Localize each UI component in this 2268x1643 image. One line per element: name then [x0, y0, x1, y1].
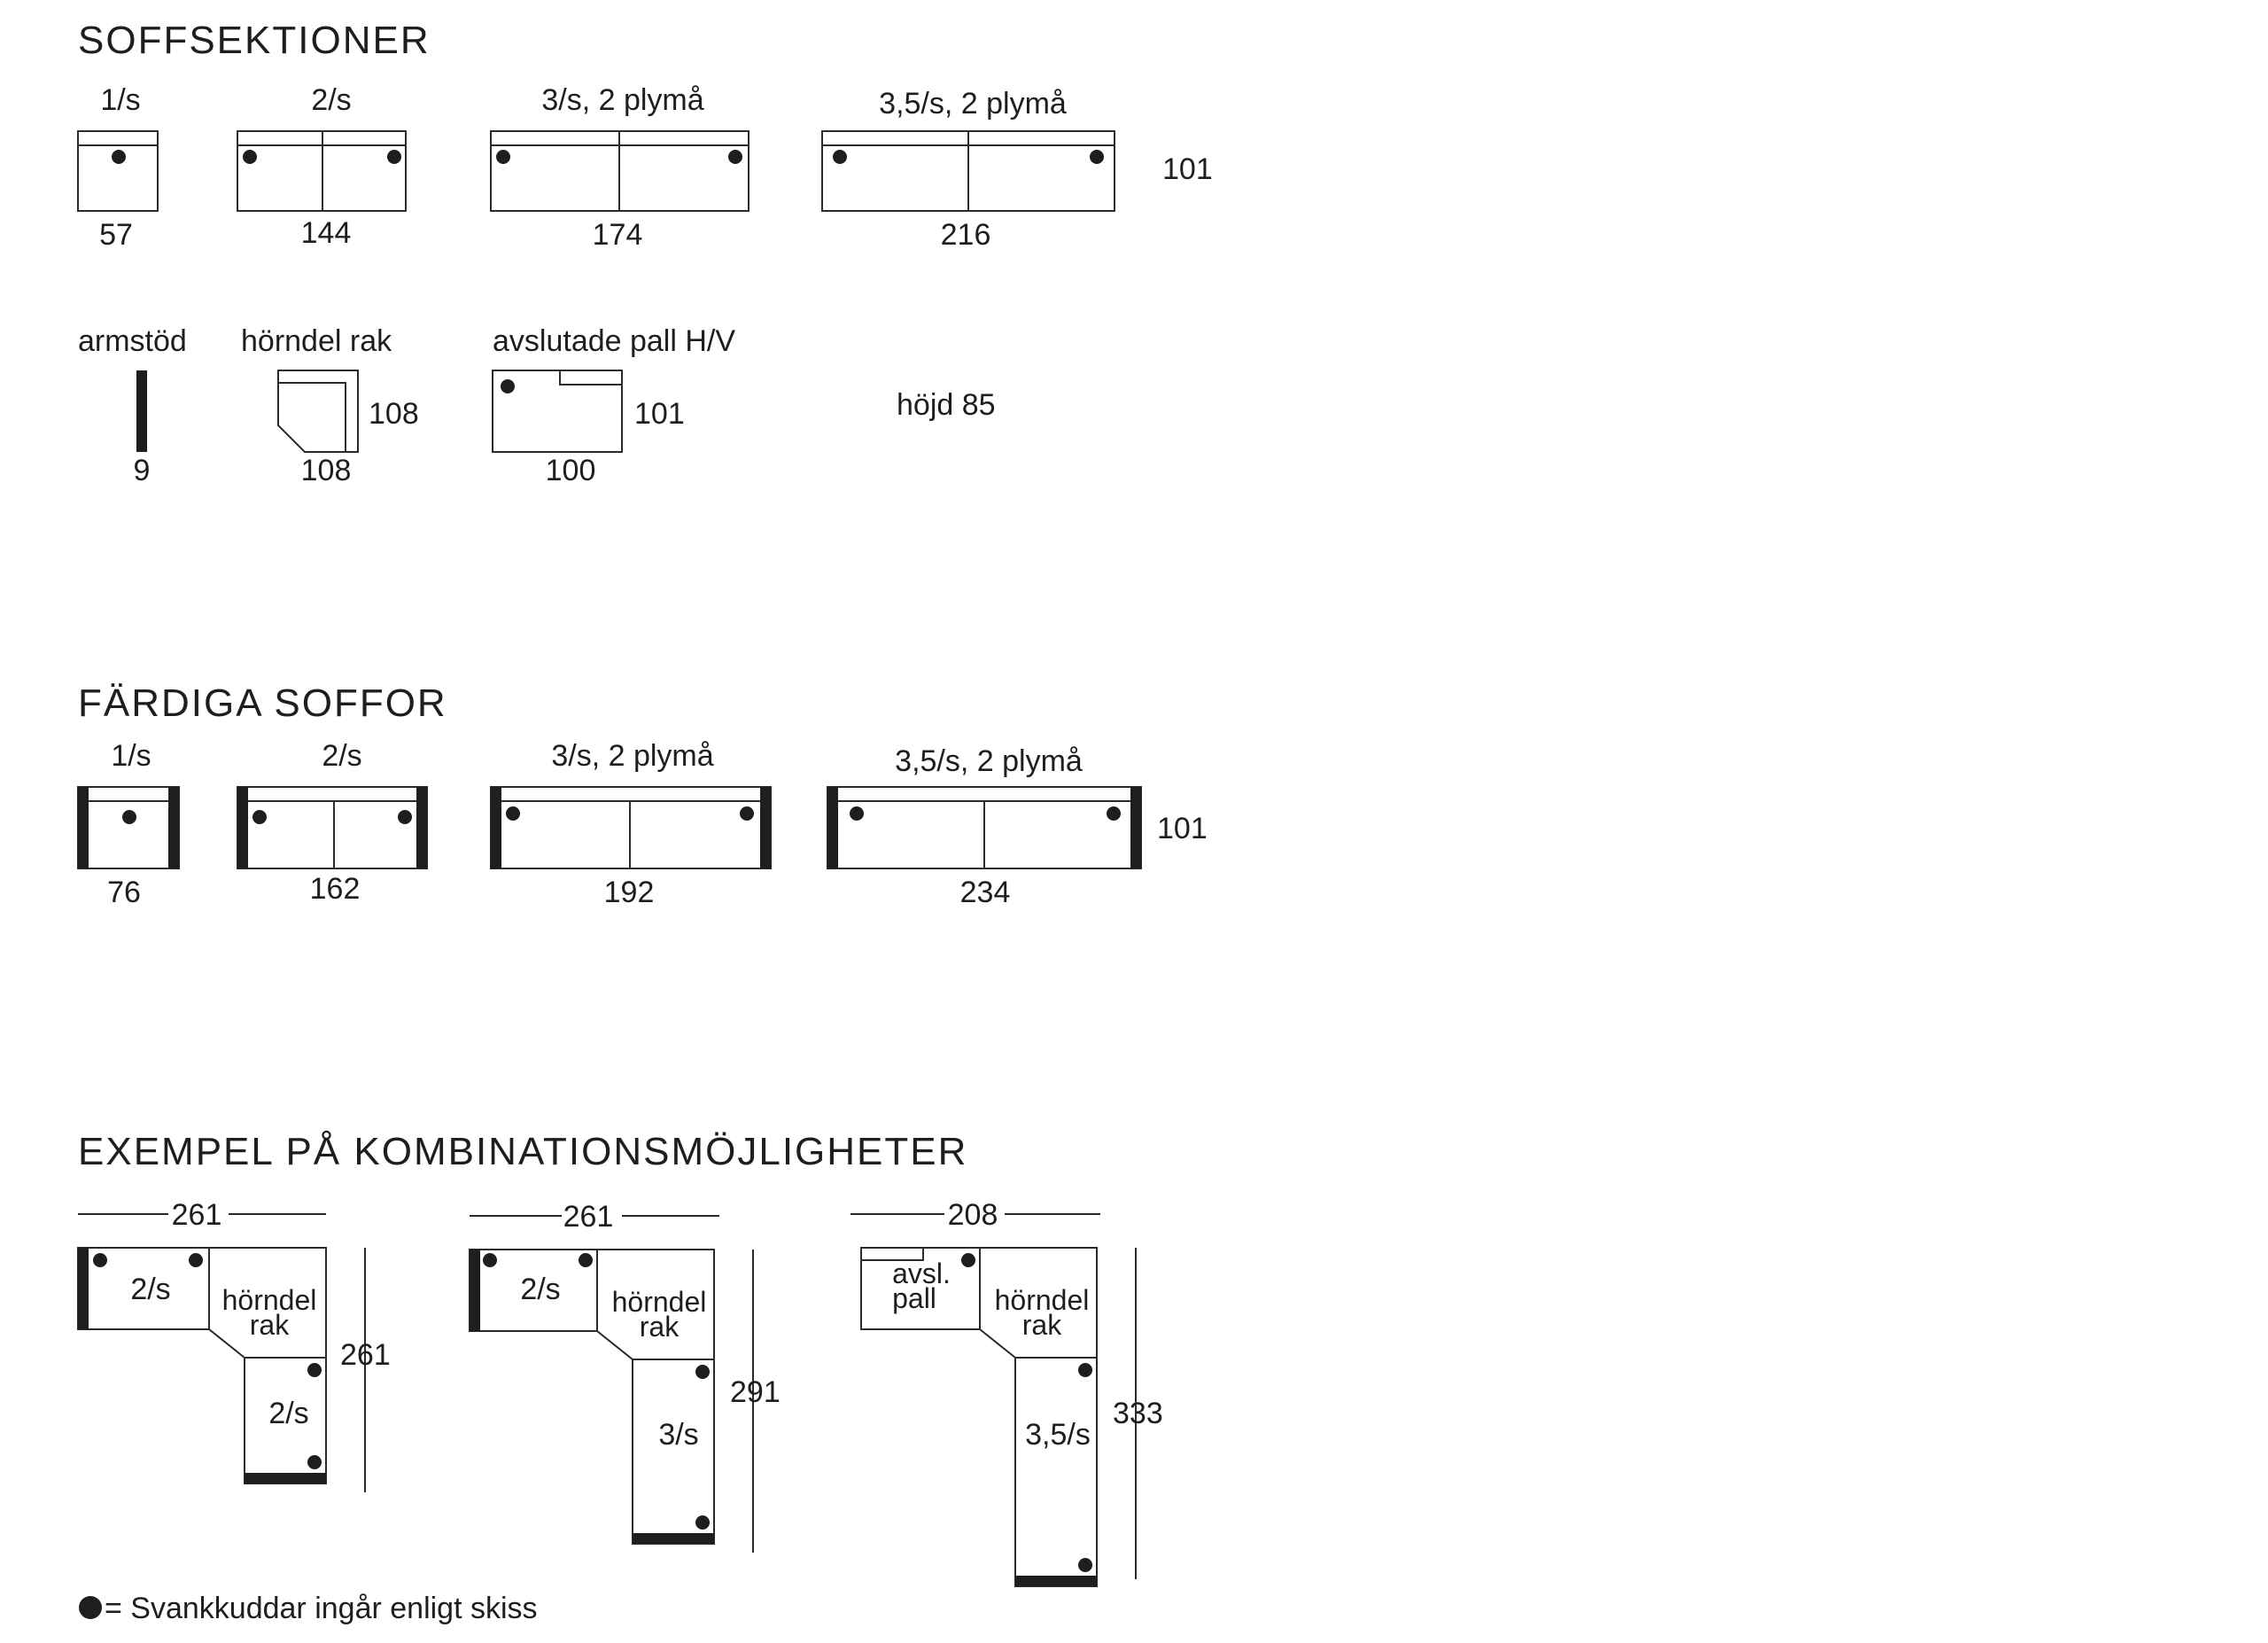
module-3s [491, 83, 749, 252]
example-3-corner-l2: rak [1021, 1309, 1062, 1341]
sofa-35s-label: 3,5/s, 2 plymå [895, 744, 1083, 778]
armrest-bottom [245, 1473, 326, 1483]
soffsektioner-depth: 101 [1162, 152, 1213, 186]
module-2s [237, 83, 406, 250]
example-1-top-label: 2/s [130, 1273, 171, 1306]
module-2s-width: 144 [300, 216, 352, 250]
sofa-35s [827, 744, 1141, 909]
lumbar-cushion-dot [506, 806, 520, 821]
lumbar-cushion-dot [1090, 150, 1104, 164]
example-2-corner-l1: hörndel [611, 1286, 707, 1318]
armrest-left [78, 787, 89, 868]
example-1-height: 261 [340, 1338, 391, 1372]
pall-width: 100 [545, 454, 596, 487]
lumbar-cushion-dot [93, 1253, 107, 1267]
example-2-corner-l2: rak [639, 1311, 680, 1343]
armrest-right [1130, 787, 1141, 868]
example-3-side-module [1015, 1358, 1097, 1586]
lumbar-cushion-legend-dot [79, 1596, 102, 1619]
module-35s [822, 87, 1115, 252]
module-35s-width: 216 [940, 218, 991, 252]
armrest-right [760, 787, 771, 868]
lumbar-cushion-dot [496, 150, 510, 164]
example-3-height: 333 [1113, 1397, 1163, 1430]
combination-example-2 [470, 1200, 781, 1553]
lumbar-cushion-dot [833, 150, 847, 164]
example-1-width: 261 [171, 1198, 222, 1232]
armrest-shape [136, 370, 147, 452]
example-3-top-l1: avsl. [892, 1258, 951, 1289]
example-1-corner-l2: rak [249, 1309, 290, 1341]
armrest-left [470, 1250, 480, 1331]
lumbar-cushion-dot [122, 810, 136, 824]
lumbar-cushion-dot [501, 379, 515, 393]
lumbar-cushion-dot [189, 1253, 203, 1267]
lumbar-cushion-dot [1078, 1558, 1092, 1572]
section-title-exempel: EXEMPEL PÅ KOMBINATIONSMÖJLIGHETER [78, 1130, 968, 1173]
module-35s-label: 3,5/s, 2 plymå [879, 87, 1067, 121]
module-2s-label: 2/s [311, 83, 352, 117]
part-horndel-rak [241, 324, 419, 487]
part-avslutade-pall [493, 324, 735, 487]
lumbar-cushion-dot [243, 150, 257, 164]
section-title-fardiga-soffor: FÄRDIGA SOFFOR [78, 681, 447, 725]
lumbar-cushion-dot [695, 1365, 710, 1379]
pall-depth: 101 [634, 397, 685, 431]
armrest-bottom [633, 1533, 714, 1544]
lumbar-cushion-dot [961, 1253, 975, 1267]
lumbar-cushion-dot [112, 150, 126, 164]
lumbar-cushion-dot [398, 810, 412, 824]
module-1s-label: 1/s [100, 83, 141, 117]
sofa-1s-label: 1/s [111, 739, 151, 773]
lumbar-cushion-dot [1078, 1363, 1092, 1377]
example-2-height: 291 [730, 1375, 781, 1409]
sofa-2s-width: 162 [309, 872, 361, 906]
armrest-left [78, 1248, 89, 1329]
lumbar-cushion-dot [740, 806, 754, 821]
lumbar-cushion-dot [728, 150, 742, 164]
height-note: höjd 85 [897, 388, 996, 422]
lumbar-cushion-dot [307, 1363, 322, 1377]
example-2-top-label: 2/s [520, 1273, 561, 1306]
sofa-3s-label: 3/s, 2 plymå [551, 739, 714, 773]
example-2-width: 261 [563, 1200, 614, 1234]
sofa-35s-width: 234 [959, 876, 1011, 909]
armstod-label: armstöd [78, 324, 187, 358]
module-1s-width: 57 [99, 218, 133, 252]
armrest-bottom [1015, 1576, 1097, 1586]
module-1s-seat [78, 131, 158, 211]
lumbar-cushion-dot [252, 810, 267, 824]
example-3-top-l2: pall [892, 1282, 936, 1314]
example-3-corner-l1: hörndel [994, 1284, 1090, 1316]
fardiga-depth: 101 [1157, 812, 1208, 845]
combination-example-3 [850, 1198, 1163, 1586]
lumbar-cushion-dot [695, 1515, 710, 1530]
lumbar-cushion-dot [483, 1253, 497, 1267]
armrest-right [168, 787, 179, 868]
example-3-side-label: 3,5/s [1025, 1418, 1091, 1452]
armrest-left [827, 787, 838, 868]
horndel-width: 108 [300, 454, 352, 487]
legend [79, 1592, 538, 1625]
sofa-1s-body [78, 787, 179, 868]
lumbar-cushion-dot [387, 150, 401, 164]
sofa-1s [78, 739, 179, 909]
example-2-side-label: 3/s [658, 1418, 699, 1452]
lumbar-cushion-dot [579, 1253, 593, 1267]
armrest-left [491, 787, 501, 868]
combination-example-1 [78, 1198, 391, 1492]
sofa-2s-body [237, 787, 427, 868]
horndel-depth: 108 [369, 397, 419, 431]
lumbar-cushion-dot [850, 806, 864, 821]
armstod-width: 9 [133, 454, 151, 487]
sofa-2s [237, 739, 427, 906]
legend-text: = Svankkuddar ingår enligt skiss [105, 1592, 538, 1625]
armrest-left [237, 787, 248, 868]
sofa-3s [491, 739, 771, 909]
example-1-side-label: 2/s [268, 1397, 309, 1430]
section-title-soffsektioner: SOFFSEKTIONER [78, 19, 431, 62]
armrest-right [416, 787, 427, 868]
lumbar-cushion-dot [1107, 806, 1121, 821]
horndel-label: hörndel rak [241, 324, 392, 358]
example-1-corner-l1: hörndel [221, 1284, 317, 1316]
module-3s-width: 174 [592, 218, 643, 252]
module-1s [78, 83, 158, 252]
sofa-3s-width: 192 [603, 876, 655, 909]
module-3s-label: 3/s, 2 plymå [541, 83, 704, 117]
pall-label: avslutade pall H/V [493, 324, 736, 358]
part-armstod [78, 324, 187, 487]
sofa-1s-width: 76 [107, 876, 141, 909]
lumbar-cushion-dot [307, 1455, 322, 1469]
example-3-width: 208 [947, 1198, 998, 1232]
sofa-2s-label: 2/s [322, 739, 362, 773]
